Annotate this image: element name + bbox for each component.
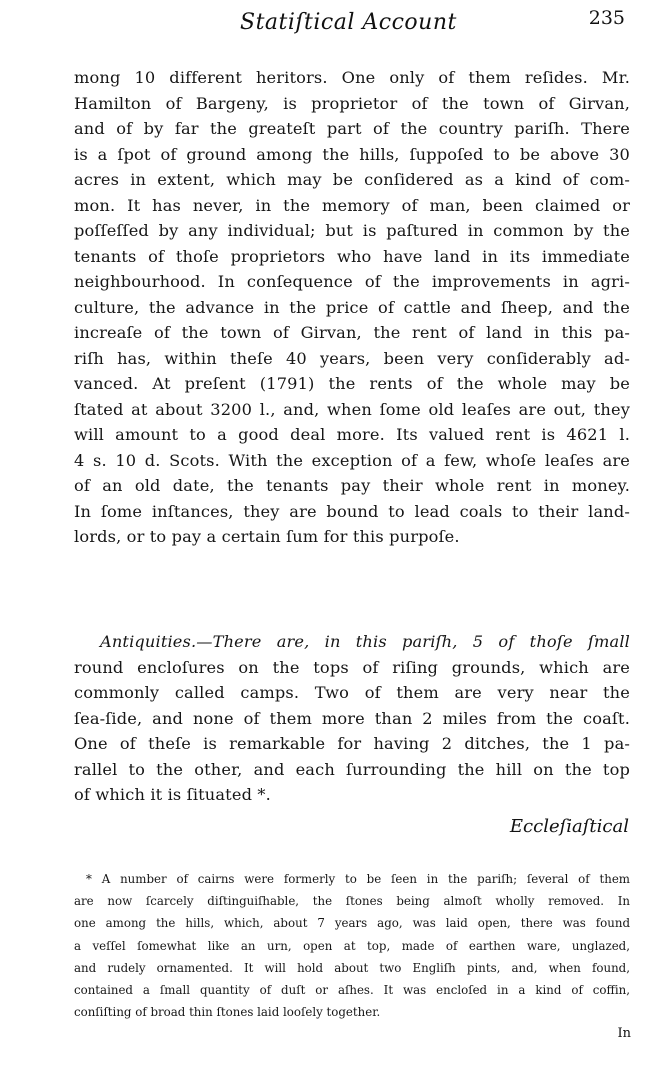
- text-line-fragment: —There are, in this pariſh, 5 of thoſe ſmall: [196, 632, 630, 651]
- footnote-line: conſiſting of broad thin ſtones laid looſely together.: [74, 1005, 381, 1020]
- text-line: mon. It has never, in the memory of man, been claimed or: [74, 195, 630, 215]
- text-line: commonly called camps. Two of them are very near the: [74, 683, 630, 702]
- footnote: [74, 868, 630, 1023]
- text-line: rallel to the other, and each ſurrounding the hill on the top: [74, 759, 630, 779]
- footnote-line: one among the hills, which, about 7 years ago, was laid open, there was found: [74, 916, 630, 931]
- text-line: In ſome inſtances, they are bound to lead coals to their land-: [74, 501, 630, 521]
- page-number: 235: [588, 7, 625, 29]
- catchword-section: Eccleſiaſtical: [509, 816, 629, 837]
- antiquities-paragraph: [74, 629, 630, 808]
- text-line: riſh has, within theſe 40 years, been very conſiderably ad-: [74, 348, 630, 368]
- antiquities-first-line: [74, 629, 630, 655]
- text-line: vanced. At preſent (1791) the rents of the whole may be: [74, 374, 630, 393]
- footnote-line: a veſſel ſomewhat like an urn, open at top, made of earthen ware, unglazed,: [74, 938, 630, 953]
- text-line: One of theſe is remarkable for having 2 ditches, the 1 pa-: [74, 734, 630, 753]
- text-line: 4 s. 10 d. Scots. With the exception of a few, whoſe leaſes are: [74, 450, 630, 470]
- text-line: mong 10 different heritors. One only of them reſides. Mr.: [74, 68, 630, 87]
- text-line: ſtated at about 3200 l., and, when ſome old leaſes are out, they: [74, 399, 630, 419]
- text-line: neighbourhood. In conſequence of the improvements in agri-: [74, 272, 630, 291]
- text-line: poſſeſſed by any individual; but is paſtured in common by the: [74, 221, 630, 240]
- running-title: Statiſtical Account: [240, 10, 457, 35]
- footnote-line: contained a ſmall quantity of duſt or aſhes. It was encloſed in a kind of coffin,: [74, 982, 630, 997]
- text-line: culture, the advance in the price of cattle and ſheep, and the: [74, 297, 630, 317]
- text-line: increaſe of the town of Girvan, the rent of land in this pa-: [74, 323, 630, 342]
- text-line: tenants of thoſe proprietors who have land in its immediate: [74, 246, 630, 266]
- text-line: lords, or to pay a certain ſum for this purpoſe.: [74, 527, 460, 546]
- text-line: acres in extent, which may be conſidered as a kind of com-: [74, 170, 630, 189]
- text-line: of an old date, the tenants pay their whole rent in money.: [74, 476, 630, 495]
- footnote-line: * A number of cairns were formerly to be ſeen in the pariſh; ſeveral of them: [86, 872, 630, 886]
- text-line: ſea-ſide, and none of them more than 2 miles from the coaſt.: [74, 708, 630, 728]
- text-line: and of by far the greateſt part of the country pariſh. There: [74, 119, 630, 138]
- catchword-bottom: In: [617, 1026, 631, 1041]
- text-line: is a ſpot of ground among the hills, ſuppoſed to be above 30: [74, 144, 630, 164]
- text-line: will amount to a good deal more. Its valued rent is 4621 l.: [74, 425, 630, 444]
- section-heading-antiquities: Antiquities.: [100, 632, 197, 651]
- main-paragraph: [74, 65, 630, 550]
- footnote-line: and rudely ornamented. It will hold about two Engliſh pints, and, when found,: [74, 960, 630, 975]
- footnote-line: are now ſcarcely diſtinguiſhable, the ſtones being almoſt wholly removed. In: [74, 894, 630, 909]
- text-line: of which it is ſituated *.: [74, 785, 271, 804]
- text-line: round encloſures on the tops of riſing grounds, which are: [74, 657, 630, 677]
- text-line: Hamilton of Bargeny, is proprietor of the town of Girvan,: [74, 93, 630, 113]
